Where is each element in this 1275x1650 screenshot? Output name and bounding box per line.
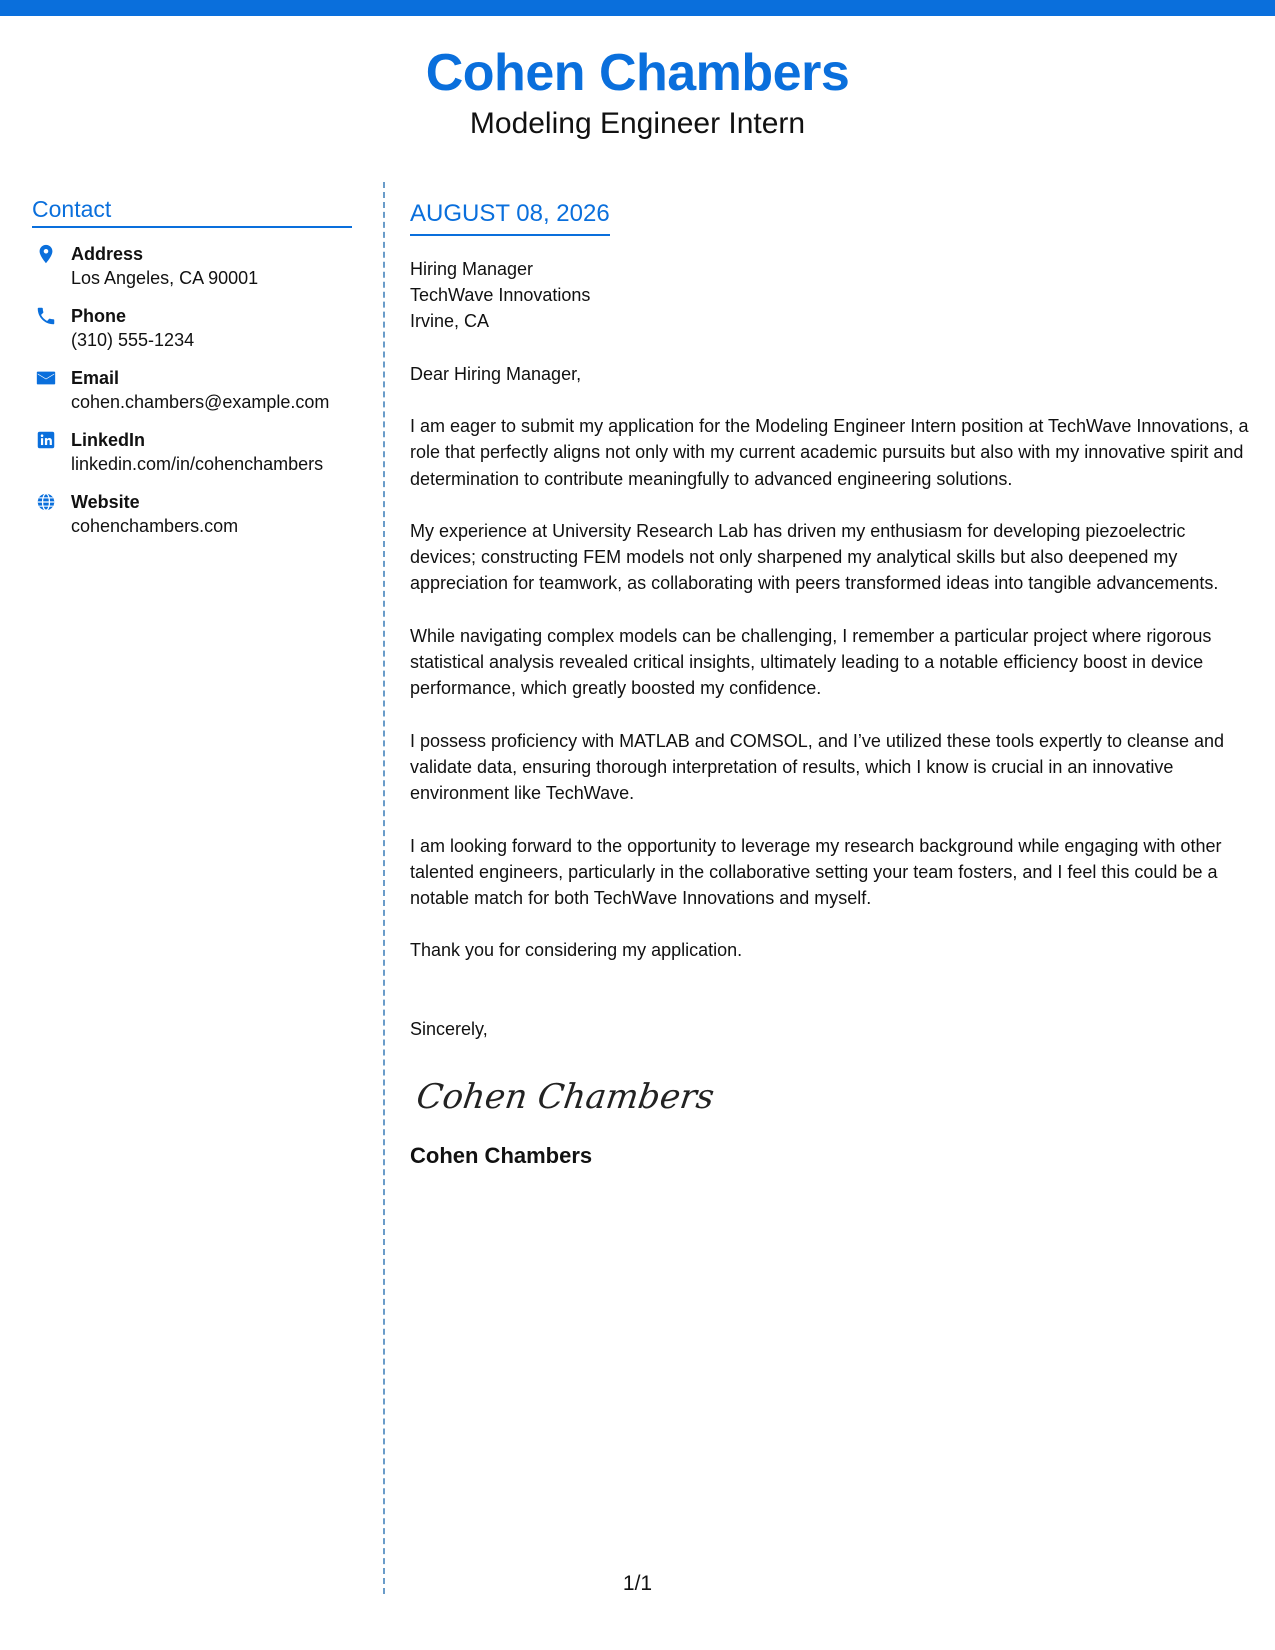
contact-item-address	[32, 242, 352, 290]
recipient-line: Hiring Manager	[410, 259, 534, 279]
email-label: Email	[71, 368, 120, 388]
letter-body	[410, 198, 1250, 1170]
linkedin-value[interactable]: linkedin.com/in/cohenchambers	[71, 454, 324, 474]
page-number: 1/1	[622, 1572, 653, 1595]
letter-date: AUGUST 08, 2026	[410, 198, 610, 236]
phone-label: Phone	[71, 306, 127, 326]
contact-sidebar	[32, 195, 352, 552]
applicant-name: Cohen Chambers	[425, 44, 850, 102]
contact-item-phone	[32, 304, 352, 352]
linkedin-label: LinkedIn	[71, 430, 146, 450]
body-paragraph: I am looking forward to the opportunity to leverage my research background while engaging with other talented engineers, particularly in the collaborative setting your team fosters, and I feel this could be a notable match for both TechWave Innovations and myself.	[410, 835, 1222, 909]
contact-item-linkedin	[32, 428, 352, 476]
contact-heading: Contact	[32, 195, 352, 228]
envelope-icon	[35, 367, 57, 389]
linkedin-icon	[35, 429, 57, 451]
salutation: Dear Hiring Manager,	[410, 364, 582, 384]
body-paragraph: While navigating complex models can be challenging, I remember a particular project where rigorous statistical analysis revealed critical insights, ultimately leading to a notable efficiency boost in device performance, which greatly boosted my confidence.	[410, 625, 1212, 699]
phone-icon	[35, 305, 57, 327]
recipient-line: Irvine, CA	[410, 311, 490, 331]
recipient-block	[410, 256, 1250, 334]
recipient-line: TechWave Innovations	[410, 285, 591, 305]
column-divider	[383, 182, 385, 1594]
closing: Sincerely,	[410, 1018, 488, 1039]
body-paragraph: I possess proficiency with MATLAB and COMSOL, and I’ve utilized these tools expertly to cleanse and validate data, ensuring thorough interpretation of results, which I know is crucial in an innovative environment like TechWave.	[410, 730, 1225, 804]
address-label: Address	[71, 244, 144, 264]
email-value[interactable]: cohen.chambers@example.com	[71, 392, 330, 412]
body-paragraph: I am eager to submit my application for the Modeling Engineer Intern position at TechWave Innovations, a role that perfectly aligns not only with my current academic pursuits but also with my innovative spirit and determination to contribute meaningfully to advanced engineering solutions.	[410, 416, 1249, 489]
website-label: Website	[71, 492, 140, 512]
top-accent-bar	[0, 0, 1275, 16]
svg-text:Cohen Chambers: Cohen Chambers	[413, 1076, 717, 1117]
contact-list	[32, 242, 352, 538]
contact-item-website	[32, 490, 352, 538]
phone-value: (310) 555-1234	[71, 330, 195, 350]
body-paragraph: My experience at University Research Lab has driven my enthusiasm for developing piezoelectric devices; constructing FEM models not only sharpened my analytical skills but also deepened my appreciation for teamwork, as collaborating with peers transformed ideas into tangible advancements.	[410, 520, 1219, 594]
letter-header	[0, 40, 1275, 142]
address-value: Los Angeles, CA 90001	[71, 268, 259, 288]
contact-item-email	[32, 366, 352, 414]
globe-icon	[35, 491, 57, 513]
job-title: Modeling Engineer Intern	[469, 107, 806, 140]
location-pin-icon	[35, 243, 57, 265]
body-paragraph: Thank you for considering my application.	[410, 940, 743, 961]
signer-name: Cohen Chambers	[410, 1142, 593, 1168]
handwritten-signature	[413, 1060, 717, 1130]
website-value[interactable]: cohenchambers.com	[71, 516, 239, 536]
